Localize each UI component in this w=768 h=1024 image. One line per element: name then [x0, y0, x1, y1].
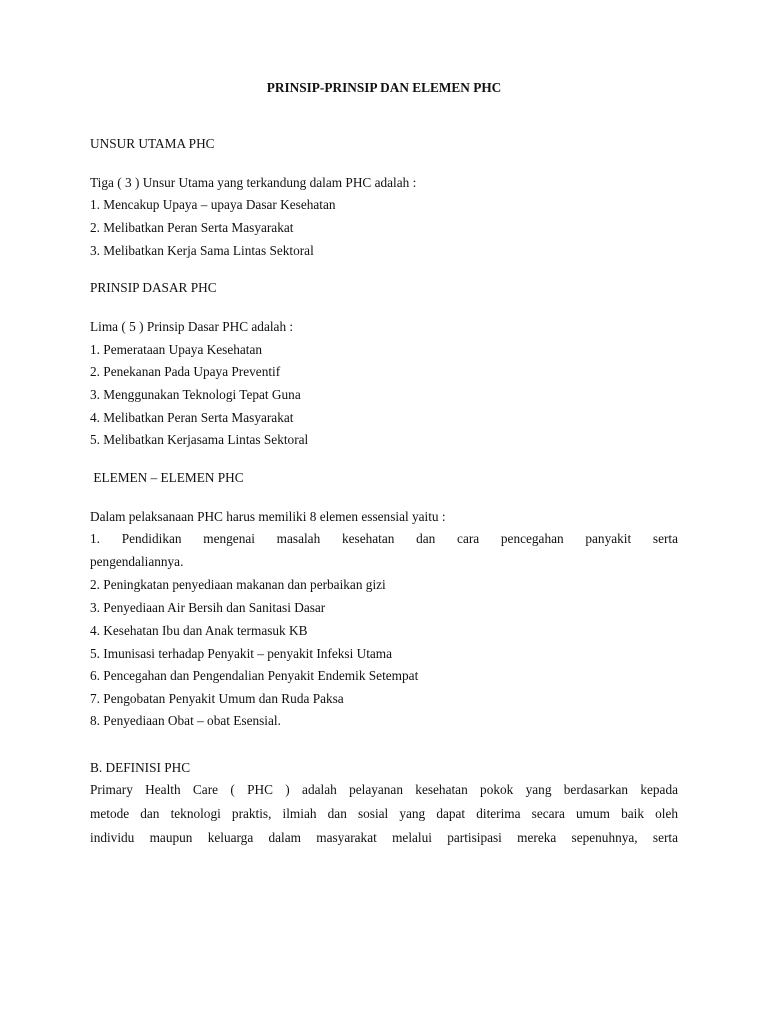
paragraph-line: metode dan teknologi praktis, ilmiah dan sosial yang dapat diterima secara umum baik oleh	[90, 806, 678, 821]
section-heading-prinsip: PRINSIP DASAR PHC	[90, 280, 217, 295]
list-item: 2. Peningkatan penyediaan makanan dan perbaikan gizi	[90, 577, 386, 592]
list-item: 3. Melibatkan Kerja Sama Lintas Sektoral	[90, 243, 314, 258]
list-item: 1. Pemerataan Upaya Kesehatan	[90, 342, 263, 357]
document-title: PRINSIP-PRINSIP DAN ELEMEN PHC	[266, 80, 502, 95]
paragraph-unsur-intro: Tiga ( 3 ) Unsur Utama yang terkandung dalam PHC adalah :	[90, 175, 417, 190]
list-item-continuation: pengendaliannya.	[90, 554, 184, 569]
list-item: 4. Kesehatan Ibu dan Anak termasuk KB	[90, 623, 308, 638]
list-item: 3. Menggunakan Teknologi Tepat Guna	[90, 387, 301, 402]
list-item: 7. Pengobatan Penyakit Umum dan Ruda Paksa	[90, 691, 344, 706]
list-item: 3. Penyediaan Air Bersih dan Sanitasi Dasar	[90, 600, 326, 615]
list-item: 2. Penekanan Pada Upaya Preventif	[90, 364, 281, 379]
section-heading-unsur: UNSUR UTAMA PHC	[90, 136, 215, 151]
list-item: 8. Penyediaan Obat – obat Esensial.	[90, 713, 281, 728]
paragraph-line: individu maupun keluarga dalam masyarakat melalui partisipasi mereka sepenuhnya, serta	[90, 830, 678, 845]
list-item: 1. Mencakup Upaya – upaya Dasar Kesehatan	[90, 197, 336, 212]
paragraph-line: Primary Health Care ( PHC ) adalah pelayanan kesehatan pokok yang berdasarkan kepada	[90, 782, 678, 797]
section-heading-elemen: ELEMEN – ELEMEN PHC	[90, 470, 244, 485]
paragraph-prinsip-intro: Lima ( 5 ) Prinsip Dasar PHC adalah :	[90, 319, 294, 334]
list-item: 4. Melibatkan Peran Serta Masyarakat	[90, 410, 294, 425]
list-item: 6. Pencegahan dan Pengendalian Penyakit Endemik Setempat	[90, 668, 419, 683]
list-item: 5. Melibatkan Kerjasama Lintas Sektoral	[90, 432, 309, 447]
list-item: 5. Imunisasi terhadap Penyakit – penyakit Infeksi Utama	[90, 646, 393, 661]
list-item: 2. Melibatkan Peran Serta Masyarakat	[90, 220, 294, 235]
paragraph-elemen-intro: Dalam pelaksanaan PHC harus memiliki 8 elemen essensial yaitu :	[90, 509, 446, 524]
list-item: 1. Pendidikan mengenai masalah kesehatan dan cara pencegahan panyakit serta	[90, 531, 678, 546]
section-heading-definisi: B. DEFINISI PHC	[90, 760, 191, 775]
